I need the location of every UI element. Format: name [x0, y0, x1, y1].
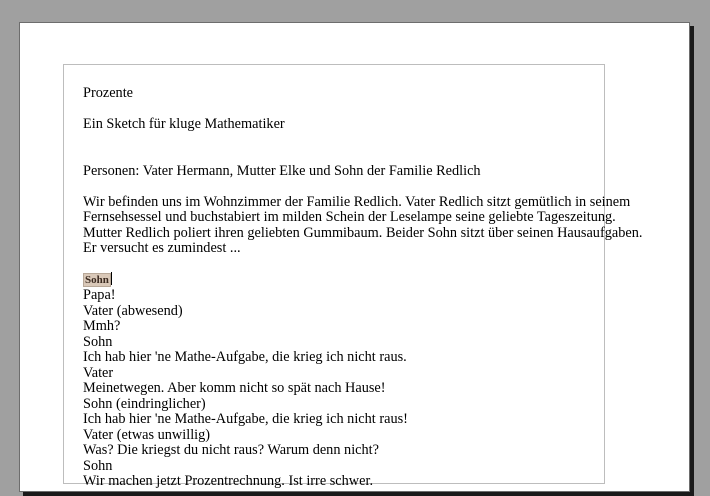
empty-paragraph: [83, 257, 623, 273]
dialogue-line: Sohn: [83, 457, 113, 474]
doc-subtitle: Ein Sketch für kluge Mathematiker: [83, 116, 285, 132]
dialogue-line: Sohn (eindringlicher): [83, 395, 206, 412]
document-text[interactable]: [83, 85, 643, 490]
dialogue-line: Sohn: [83, 333, 113, 350]
dialogue-line: Papa!: [83, 287, 116, 303]
selected-text-highlight[interactable]: Sohn: [85, 274, 109, 286]
doc-title: Prozente: [83, 85, 134, 101]
intro-line: Mutter Redlich poliert ihren geliebten Gummibaum. Beider Sohn sitzt über seinen Hausaufgaben.: [83, 224, 643, 241]
personen-line: Personen: Vater Hermann, Mutter Elke und Sohn der Familie Redlich: [83, 162, 481, 179]
intro-line: Er versucht es zumindest ...: [83, 240, 241, 256]
empty-paragraph: [83, 179, 623, 195]
dialogue-line: Meinetwegen. Aber komm nicht so spät nach Hause!: [83, 380, 386, 396]
empty-paragraph: [83, 148, 623, 164]
selected-speaker-line[interactable]: [83, 272, 623, 288]
dialogue-line: Wir machen jetzt Prozentrechnung. Ist irre schwer.: [83, 473, 374, 489]
empty-paragraph: [83, 102, 623, 118]
text-cursor: [111, 272, 112, 285]
dialogue-line: Was? Die kriegst du nicht raus? Warum denn nicht?: [83, 442, 379, 458]
dialogue-line: Vater (abwesend): [83, 302, 183, 319]
dialogue-line: Vater (etwas unwillig): [83, 426, 211, 443]
intro-line: Fernsehsessel und buchstabiert im milden Schein der Leselampe seine geliebte Tageszeitung.: [83, 209, 616, 225]
dialogue-line: Ich hab hier 'ne Mathe-Aufgabe, die krieg ich nicht raus.: [83, 349, 407, 365]
dialogue-line: Ich hab hier 'ne Mathe-Aufgabe, die krieg ich nicht raus!: [83, 411, 408, 427]
dialogue-line: Vater: [83, 364, 114, 381]
empty-paragraph: [83, 133, 623, 149]
intro-line: Wir befinden uns im Wohnzimmer der Familie Redlich. Vater Redlich sitzt gemütlich in seinem: [83, 193, 631, 210]
dialogue-line: Mmh?: [83, 318, 121, 334]
